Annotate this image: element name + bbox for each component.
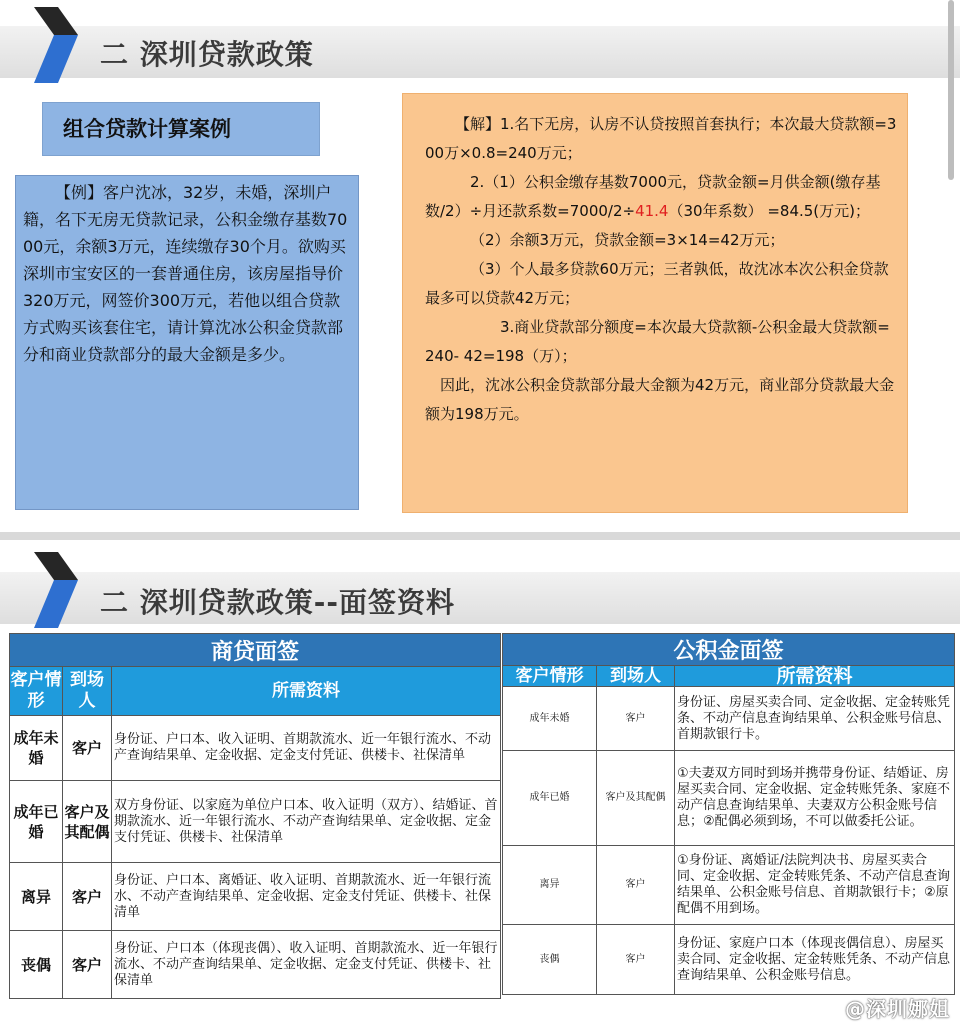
solution-line-3: （2）余额3万元，贷款金额=3×14=42万元； bbox=[470, 231, 785, 249]
case-title: 组合贷款计算案例 bbox=[63, 117, 231, 141]
chevron-arrow-icon bbox=[30, 550, 90, 630]
table-row bbox=[10, 931, 501, 999]
cell-required-docs: 身份证、房屋买卖合同、定金收据、定金转账凭条、不动产信息查询结果单、公积金账号信息、首期款银行卡。 bbox=[675, 687, 955, 751]
header-attendee: 到场人 bbox=[63, 667, 112, 716]
cell-customer-type: 离异 bbox=[10, 863, 63, 931]
cell-attendee: 客户 bbox=[63, 931, 112, 999]
example-box bbox=[15, 175, 359, 510]
cell-attendee: 客户 bbox=[63, 863, 112, 931]
section-title: 二 深圳贷款政策--面签资料 bbox=[100, 586, 455, 619]
slide-divider bbox=[0, 532, 960, 540]
cell-required-docs: 身份证、户口本、收入证明、首期款流水、近一年银行流水、不动产查询结果单、定金收据、定金支付凭证、供楼卡、社保清单 bbox=[112, 716, 501, 781]
cell-attendee: 客户 bbox=[597, 846, 675, 925]
cell-customer-type: 成年未婚 bbox=[10, 716, 63, 781]
cell-required-docs: 身份证、户口本、离婚证、收入证明、首期款流水、近一年银行流水、不动产查询结果单、定金收据、定金支付凭证、供楼卡、社保清单 bbox=[112, 863, 501, 931]
solution-line-4: （3）个人最多贷款60万元；三者孰低，故沈冰本次公积金贷款最多可以贷款42万元； bbox=[425, 260, 889, 307]
table-row bbox=[10, 863, 501, 931]
cell-attendee: 客户及其配偶 bbox=[63, 781, 112, 863]
solution-line-1: 【解】1.名下无房，认房不认贷按照首套执行；本次最大贷款额=300万×0.8=240万元； bbox=[425, 115, 897, 162]
cell-required-docs: 身份证、户口本（体现丧偶）、收入证明、首期款流水、近一年银行流水、不动产查询结果单、定金收据、定金支付凭证、供楼卡、社保清单 bbox=[112, 931, 501, 999]
header-required-docs: 所需资料 bbox=[112, 667, 501, 716]
cell-customer-type: 成年已婚 bbox=[503, 751, 597, 846]
table-row bbox=[503, 925, 955, 995]
header-customer-type: 客户情形 bbox=[503, 666, 597, 687]
cell-customer-type: 丧偶 bbox=[503, 925, 597, 995]
cell-required-docs: 双方身份证、以家庭为单位户口本、收入证明（双方）、结婚证、首期款流水、近一年银行流水、不动产查询结果单、定金收据、定金支付凭证、供楼卡、社保清单 bbox=[112, 781, 501, 863]
highlight-coefficient: 41.4 bbox=[635, 202, 669, 220]
cell-customer-type: 离异 bbox=[503, 846, 597, 925]
solution-line-5: 3.商业贷款部分额度=本次最大贷款额-公积金最大贷款额=240- 42=198（万）； bbox=[425, 318, 890, 365]
cell-attendee: 客户及其配偶 bbox=[597, 751, 675, 846]
cell-required-docs: ①身份证、离婚证/法院判决书、房屋买卖合同、定金收据、定金转账凭条、不动产信息查询结果单、公积金账号信息、首期款银行卡；②原配偶不用到场。 bbox=[675, 846, 955, 925]
table-row bbox=[10, 781, 501, 863]
commercial-loan-table bbox=[9, 633, 501, 999]
cell-attendee: 客户 bbox=[597, 687, 675, 751]
solution-line-2: 2.（1）公积金缴存基数7000元，贷款金额=月供金额(缴存基数/2）÷月还款系数=7000/2÷41.4（30年系数） =84.5(万元)； bbox=[425, 173, 881, 220]
header-attendee: 到场人 bbox=[597, 666, 675, 687]
cell-customer-type: 丧偶 bbox=[10, 931, 63, 999]
housing-fund-table bbox=[502, 633, 955, 995]
header-customer-type: 客户情形 bbox=[10, 667, 63, 716]
slide-signing-documents bbox=[0, 540, 960, 1026]
cell-required-docs: ①夫妻双方同时到场并携带身份证、结婚证、房屋买卖合同、定金收据、定金转账凭条、家庭不动产信息查询结果单、夫妻双方公积金账号信息；②配偶必须到场，不可以做委托公证。 bbox=[675, 751, 955, 846]
cell-customer-type: 成年未婚 bbox=[503, 687, 597, 751]
table-row bbox=[503, 846, 955, 925]
header-required-docs: 所需资料 bbox=[675, 666, 955, 687]
cell-attendee: 客户 bbox=[597, 925, 675, 995]
section-title: 二 深圳贷款政策 bbox=[100, 38, 314, 71]
chevron-arrow-icon bbox=[30, 5, 90, 85]
example-text: 【例】客户沈冰，32岁，未婚，深圳户籍，名下无房无贷款记录，公积金缴存基数7000元，余额3万元，连续缴存30个月。欲购买深圳市宝安区的一套普通住房，该房屋指导价320万元，网签价300万元，若他以组合贷款方式购买该套住宅，请计算沈冰公积金贷款部分和商业贷款部分的最大金额是多少。 bbox=[23, 183, 348, 364]
cell-attendee: 客户 bbox=[63, 716, 112, 781]
table-row bbox=[503, 751, 955, 846]
table-title: 公积金面签 bbox=[503, 634, 955, 666]
case-title-box bbox=[42, 102, 320, 156]
table-row bbox=[10, 716, 501, 781]
table-title: 商贷面签 bbox=[10, 634, 501, 667]
solution-box bbox=[402, 93, 908, 513]
cell-required-docs: 身份证、家庭户口本（体现丧偶信息）、房屋买卖合同、定金收据、定金转账凭条、不动产信息查询结果单、公积金账号信息。 bbox=[675, 925, 955, 995]
scrollbar[interactable] bbox=[948, 0, 954, 180]
cell-customer-type: 成年已婚 bbox=[10, 781, 63, 863]
watermark: @深圳娜姐 bbox=[845, 997, 950, 1021]
table-row bbox=[503, 687, 955, 751]
solution-line-6: 因此，沈冰公积金贷款部分最大金额为42万元，商业部分贷款最大金额为198万元。 bbox=[425, 376, 895, 423]
